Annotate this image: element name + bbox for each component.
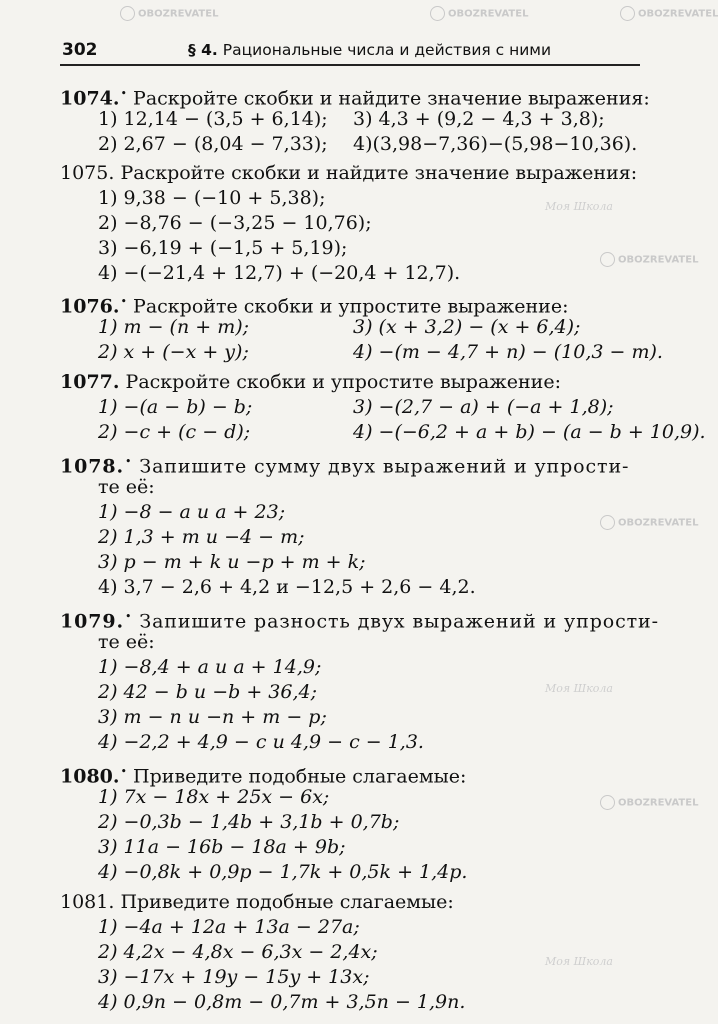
exercise-item: 4)(3,98−7,36)−(5,98−10,36). — [353, 133, 638, 155]
watermark-text: Моя Школа — [545, 200, 613, 213]
watermark: OBOZREVATEL — [430, 6, 528, 21]
exercise-item: 1) 9,38 − (−10 + 5,38); — [98, 187, 326, 209]
exercise-item: 3) 11a − 16b − 18a + 9b; — [98, 836, 346, 858]
page-number: 302 — [62, 40, 98, 60]
section-title: § 4. Рациональные числа и действия с ними — [188, 41, 552, 59]
exercise-title: 1077. Раскройте скобки и упростите выражение: — [60, 371, 561, 393]
exercise-title: 1078.• Запишите сумму двух выражений и упрости- — [60, 455, 630, 478]
exercise-item: 2) 4,2x − 4,8x − 6,3x − 2,4x; — [98, 941, 378, 963]
exercise-item: 4) −0,8k + 0,9p − 1,7k + 0,5k + 1,4p. — [98, 861, 468, 883]
exercise-item: 1) m − (n + m); — [98, 316, 250, 338]
page-header — [60, 38, 640, 66]
watermark-logo-icon — [620, 6, 635, 21]
exercise-item: 3) m − n и −n + m − p; — [98, 706, 327, 728]
exercise-title: 1074.• Раскройте скобки и найдите значение выражения: — [60, 87, 650, 110]
exercise-item: 1) −(a − b) − b; — [98, 396, 253, 418]
exercise-item: 4) −(−6,2 + a + b) − (a − b + 10,9). — [353, 421, 706, 443]
exercise-item: 3) (x + 3,2) − (x + 6,4); — [353, 316, 581, 338]
exercise-item: 4) −2,2 + 4,9 − c и 4,9 − c − 1,3. — [98, 731, 424, 753]
watermark: OBOZREVATEL — [620, 6, 718, 21]
exercise-item: 3) 4,3 + (9,2 − 4,3 + 3,8); — [353, 108, 605, 130]
watermark-logo-icon — [430, 6, 445, 21]
exercise-item: 2) x + (−x + y); — [98, 341, 249, 363]
exercise-title: 1079.• Запишите разность двух выражений и упрости- — [60, 610, 659, 633]
exercise-item: 1) 12,14 − (3,5 + 6,14); — [98, 108, 328, 130]
watermark: OBOZREVATEL — [600, 515, 698, 530]
exercise-item: 4) −(m − 4,7 + n) − (10,3 − m). — [353, 341, 663, 363]
exercise-item: 3) −6,19 + (−1,5 + 5,19); — [98, 237, 348, 259]
watermark: OBOZREVATEL — [600, 252, 698, 267]
exercise-title-continued: те её: — [98, 476, 155, 498]
exercise-item: 4) −(−21,4 + 12,7) + (−20,4 + 12,7). — [98, 262, 461, 284]
exercise-item: 2) 2,67 − (8,04 − 7,33); — [98, 133, 328, 155]
exercise-item: 1) 7x − 18x + 25x − 6x; — [98, 786, 330, 808]
exercise-item: 3) −17x + 19y − 15y + 13x; — [98, 966, 370, 988]
exercise-item: 3) p − m + k и −p + m + k; — [98, 551, 366, 573]
exercise-item: 2) −c + (c − d); — [98, 421, 251, 443]
exercise-item: 1) −4a + 12a + 13a − 27a; — [98, 916, 360, 938]
watermark: OBOZREVATEL — [600, 795, 698, 810]
watermark-logo-icon — [600, 515, 615, 530]
watermark-text: Моя Школа — [545, 682, 613, 695]
exercise-title: 1081. Приведите подобные слагаемые: — [60, 891, 454, 913]
watermark-text: Моя Школа — [545, 955, 613, 968]
exercise-item: 1) −8,4 + a и a + 14,9; — [98, 656, 322, 678]
exercise-item: 3) −(2,7 − a) + (−a + 1,8); — [353, 396, 614, 418]
watermark-logo-icon — [600, 252, 615, 267]
exercise-title: 1076.• Раскройте скобки и упростите выражение: — [60, 295, 569, 318]
exercise-title: 1075. Раскройте скобки и найдите значение выражения: — [60, 162, 638, 184]
exercise-item: 2) −8,76 − (−3,25 − 10,76); — [98, 212, 372, 234]
exercise-item: 4) 3,7 − 2,6 + 4,2 и −12,5 + 2,6 − 4,2. — [98, 576, 476, 598]
watermark: OBOZREVATEL — [120, 6, 218, 21]
exercise-title-continued: те её: — [98, 631, 155, 653]
watermark-logo-icon — [600, 795, 615, 810]
exercise-item: 2) 42 − b и −b + 36,4; — [98, 681, 317, 703]
exercise-item: 2) 1,3 + m и −4 − m; — [98, 526, 305, 548]
exercise-title: 1080.• Приведите подобные слагаемые: — [60, 765, 467, 788]
watermark-logo-icon — [120, 6, 135, 21]
exercise-item: 4) 0,9n − 0,8m − 0,7m + 3,5n − 1,9n. — [98, 991, 466, 1013]
exercise-item: 1) −8 − a и a + 23; — [98, 501, 286, 523]
exercise-item: 2) −0,3b − 1,4b + 3,1b + 0,7b; — [98, 811, 400, 833]
